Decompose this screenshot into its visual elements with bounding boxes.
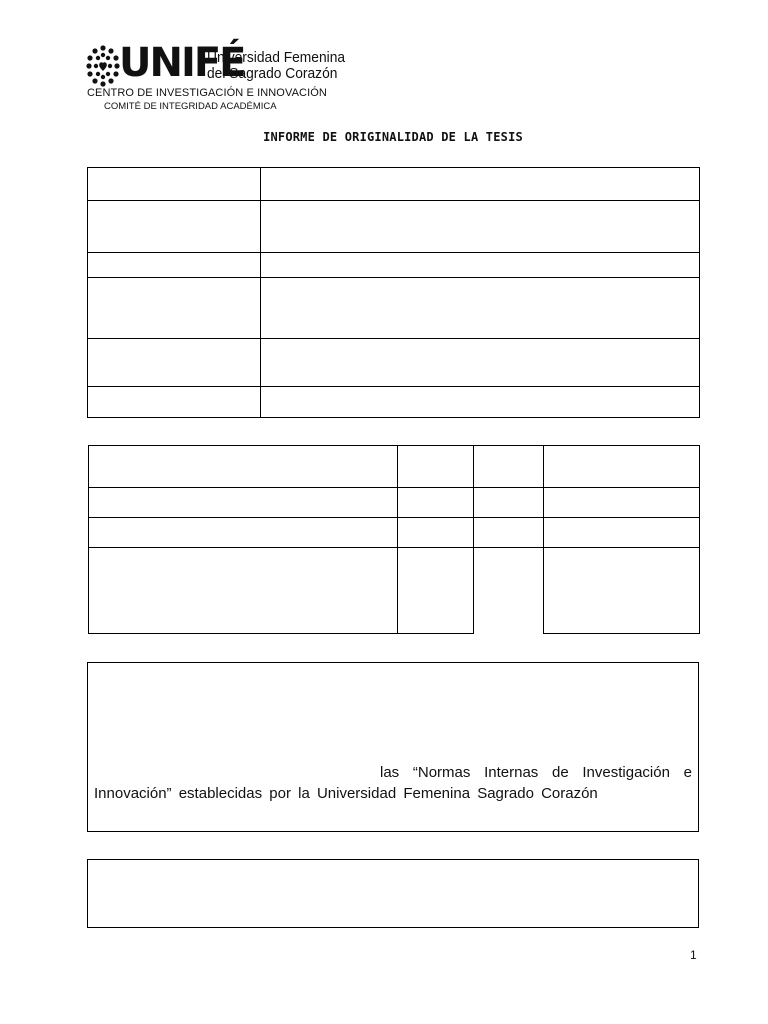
table-column-divider: [699, 445, 700, 634]
thesis-info-column-divider: [260, 167, 261, 418]
table-row-divider: [88, 487, 700, 488]
university-name: [207, 50, 345, 82]
logo-wordmark: UNIFÉ: [119, 40, 245, 86]
observations-box: [87, 859, 699, 928]
declaration-box: [87, 662, 699, 832]
table-row-divider: [87, 277, 700, 278]
table-row-divider: [88, 517, 700, 518]
table-row-divider: [88, 547, 700, 548]
page-number: 1: [690, 948, 697, 962]
table-row-divider: [87, 386, 700, 387]
center-name: CENTRO DE INVESTIGACIÓN E INNOVACIÓN: [87, 87, 327, 99]
table-row-divider: [87, 200, 700, 201]
document-title: INFORME DE ORIGINALIDAD DE LA TESIS: [263, 130, 523, 144]
table-row-divider: [87, 338, 700, 339]
declaration-line-2: Innovación” establecidas por la Universidad Femenina Sagrado Corazón: [94, 785, 598, 802]
table-row-divider: [87, 252, 700, 253]
table-column-divider: [88, 445, 89, 634]
table-bottom-border: [88, 633, 474, 634]
declaration-paragraph: [94, 762, 692, 804]
committee-name: COMITÉ DE INTEGRIDAD ACADÉMICA: [104, 101, 277, 112]
table-bottom-border: [543, 633, 700, 634]
university-name-line1: Universidad Femenina: [207, 49, 346, 66]
table-column-divider: [473, 445, 474, 634]
declaration-line-1: las “Normas Internas de Investigación e: [380, 764, 692, 781]
table-column-divider: [397, 445, 398, 634]
table-column-divider: [543, 445, 544, 634]
university-name-line2: del Sagrado Corazón: [207, 65, 338, 82]
unife-flower-logo-icon: [86, 44, 120, 88]
table-top-border: [88, 445, 700, 446]
thesis-info-table-border: [87, 167, 700, 418]
